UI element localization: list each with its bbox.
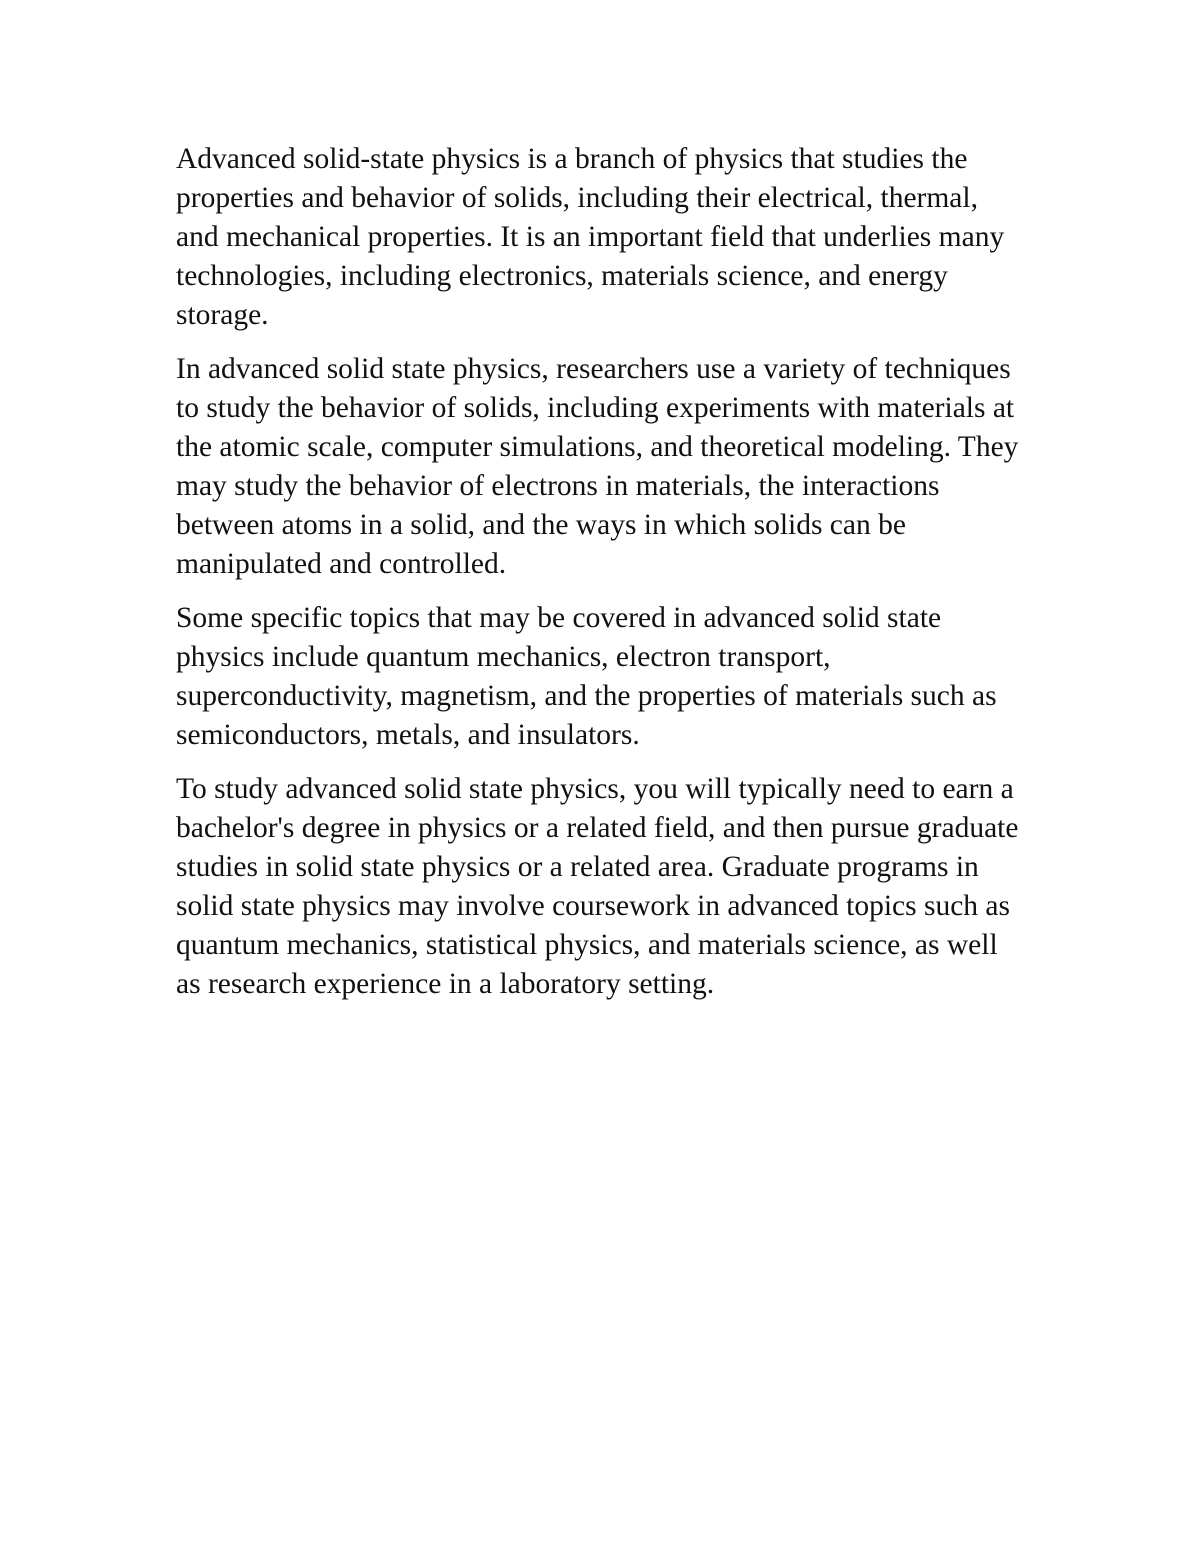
paragraph-intro: Advanced solid-state physics is a branch of physics that studies the properties and behavior of solids, including their electrical, thermal, and mechanical properties. It is an important field that underlies many technologies, including electronics, materials science, and energy storage. bbox=[176, 143, 1005, 331]
document-body bbox=[176, 140, 1026, 1019]
paragraph-research-methods: In advanced solid state physics, researchers use a variety of techniques to study the behavior of solids, including experiments with materials at the atomic scale, computer simulations, and theoretical modeling. They may study the behavior of electrons in materials, the interactions between atoms in a solid, and the ways in which solids can be manipulated and controlled. bbox=[176, 353, 1019, 580]
paragraph-topics: Some specific topics that may be covered in advanced solid state physics include quantum mechanics, electron transport, superconductivity, magnetism, and the properties of materials such as semiconductors, metals, and insulators. bbox=[176, 602, 997, 751]
paragraph-education: To study advanced solid state physics, you will typically need to earn a bachelor's degree in physics or a related field, and then pursue graduate studies in solid state physics or a related area. Graduate programs in solid state physics may involve coursework in advanced topics such as quantum mechanics, statistical physics, and materials science, as well as research experience in a laboratory setting. bbox=[176, 773, 1019, 1000]
